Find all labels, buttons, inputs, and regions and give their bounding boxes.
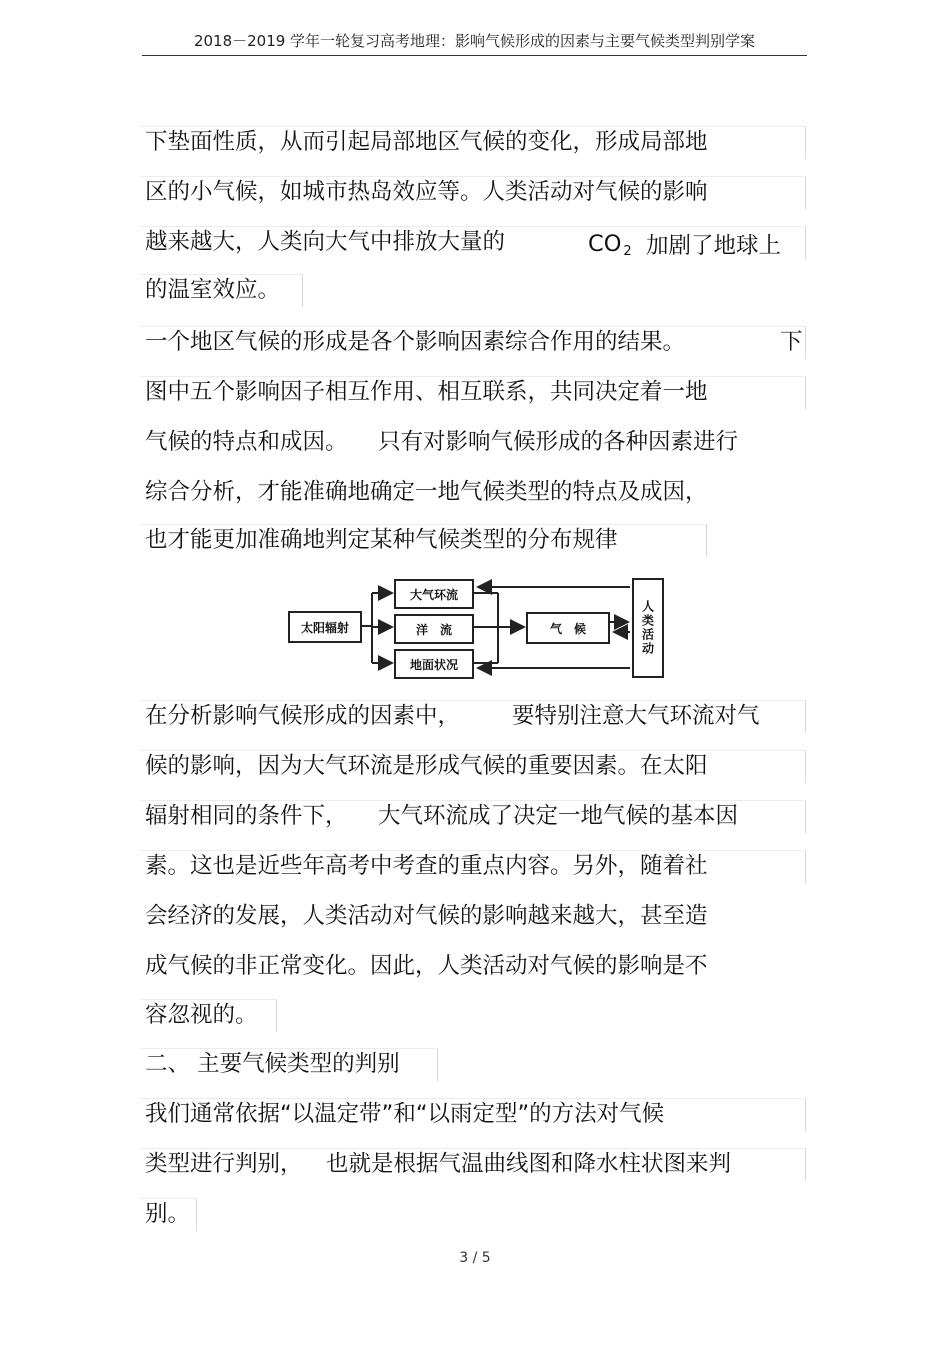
- paragraph-line: 图中五个影响因子相互作用、相互联系，共同决定着一地: [145, 379, 708, 405]
- paragraph-line: 辐射相同的条件下，: [145, 803, 348, 829]
- paragraph-line: 区的小气候，如城市热岛效应等。人类活动对气候的影响: [145, 179, 708, 205]
- paragraph-line: 加剧了地球上: [646, 233, 782, 259]
- paragraph-line: 会经济的发展，人类活动对气候的影响越来越大，甚至造: [145, 903, 708, 929]
- paragraph-line: 越来越大，人类向大气中排放大量的: [145, 229, 506, 255]
- paragraph-line: 候的影响，因为大气环流是形成气候的重要因素。在太阳: [145, 753, 708, 779]
- page-number: 3 / 5: [459, 1250, 491, 1266]
- paragraph-line: 容忽视的。: [145, 1002, 258, 1028]
- paragraph-line: 大气环流成了决定一地气候的基本因: [378, 803, 739, 829]
- paragraph-line: 综合分析，才能准确地确定一地气候类型的特点及成因，: [145, 479, 708, 505]
- paragraph-line: 的温室效应。: [145, 277, 281, 303]
- co2-text: CO: [588, 231, 622, 257]
- paragraph-line: 只有对影响气候形成的各种因素进行: [378, 429, 739, 455]
- co2-subscript: 2: [623, 244, 632, 259]
- paragraph-line: 在分析影响气候形成的因素中，: [145, 703, 461, 729]
- paragraph-line: 一个地区气候的形成是各个影响因素综合作用的结果。: [145, 329, 686, 355]
- climate-box: 气 候: [526, 612, 610, 644]
- paragraph-line: 类型进行判别，: [145, 1151, 303, 1177]
- paragraph-line: 下垫面性质，从而引起局部地区气候的变化，形成局部地: [145, 129, 708, 155]
- paragraph-line: 我们通常依据“以温定带”和“以雨定型”的方法对气候: [145, 1101, 665, 1127]
- co2-formula: [588, 228, 632, 268]
- paragraph-line: 要特别注意大气环流对气: [512, 703, 760, 729]
- paragraph-line: 也才能更加准确地判定某种气候类型的分布规律: [145, 527, 618, 553]
- ocean-current-box: 洋 流: [394, 614, 474, 644]
- paragraph-line: 别。: [145, 1201, 191, 1227]
- paragraph-line: 素。这也是近些年高考中考查的重点内容。另外，随着社: [145, 853, 708, 879]
- paragraph-line: 也就是根据气温曲线图和降水柱状图来判: [326, 1151, 732, 1177]
- paragraph-line: 气候的特点和成因。: [145, 429, 348, 455]
- section-heading: 二、 主要气候类型的判别: [145, 1051, 400, 1077]
- atmospheric-circulation-box: 大气环流: [394, 579, 474, 609]
- paragraph-line: 成气候的非正常变化。因此，人类活动对气候的影响是不: [145, 953, 708, 979]
- document-header-title: 2018－2019 学年一轮复习高考地理：影响气候形成的因素与主要气候类型判别学案: [193, 32, 756, 50]
- surface-condition-box: 地面状况: [394, 649, 474, 679]
- paragraph-line: 下: [780, 329, 803, 355]
- human-activity-box: 人类活动: [632, 578, 664, 678]
- header-divider: [142, 55, 807, 56]
- solar-radiation-box: 太阳辐射: [288, 611, 362, 643]
